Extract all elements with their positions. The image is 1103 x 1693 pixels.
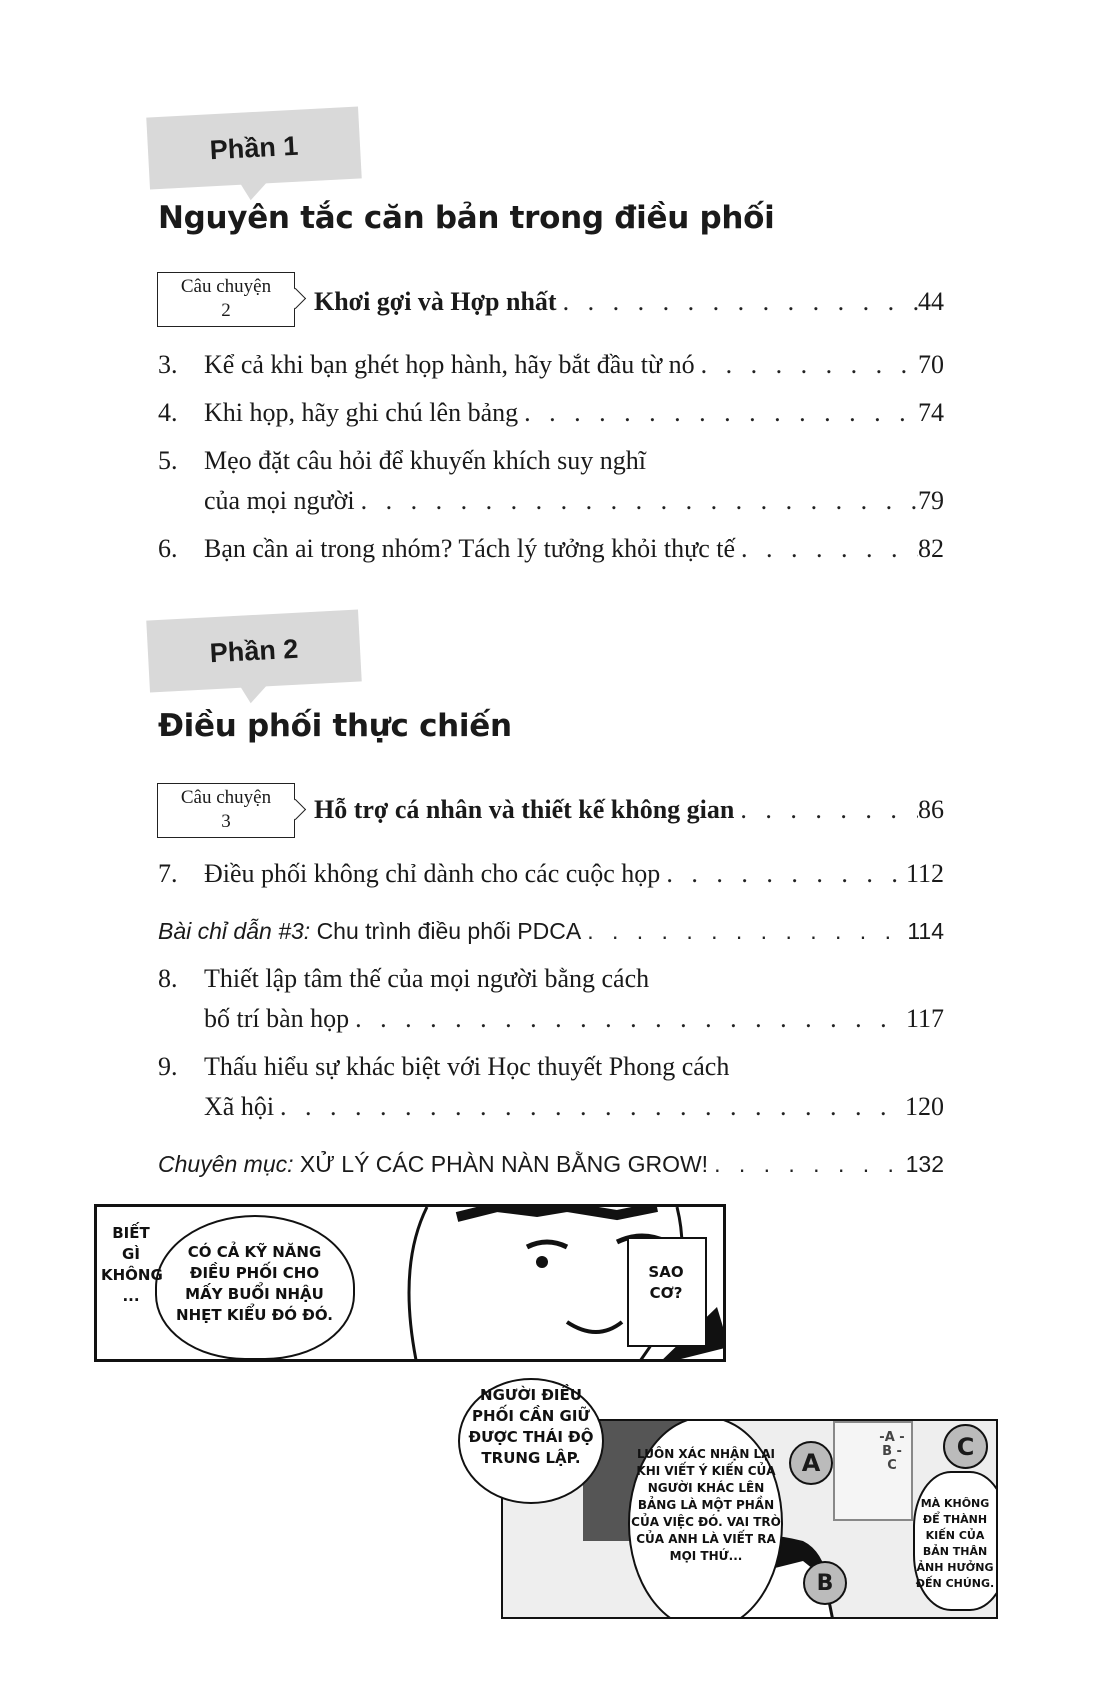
toc-title: Thiết lập tâm thế của mọi người bằng cách [204,964,650,993]
toc-page: 114 [907,918,944,944]
story-label: Câu chuyện [180,787,272,808]
toc-entry-line1 [158,1052,944,1082]
whiteboard-text: -A -B -C [879,1430,905,1473]
toc-page: 82 [918,534,944,563]
leader-dots [518,398,918,428]
toc-page: 112 [905,859,944,888]
story-number: 2 [221,300,231,321]
speech-bubble: NGƯỜI ĐIỀU PHỐI CẦN GIỮ ĐƯỢC THÁI ĐỘ TRUNG LẬP. [468,1386,594,1467]
toc-number: 3. [158,350,178,379]
speech-bubble: LUÔN XÁC NHẬN LẠI KHI VIẾT Ý KIẾN CỦA NGƯỜI KHÁC LÊN BẢNG LÀ MỘT PHẦN CỦA VIỆC ĐÓ. VAI TRÒ CỦA ANH LÀ VIẾT RA MỌI THỨ... [631,1447,781,1563]
toc-page: 74 [918,398,944,427]
toc-title: Khi họp, hãy ghi chú lên bảng [204,398,519,427]
toc-entry [158,1092,944,1122]
part-2-tab [146,610,361,693]
toc-title: của mọi người [204,486,355,515]
story-number: 3 [221,811,231,832]
toc-number: 5. [158,446,178,475]
leader-dots [355,486,918,516]
part-1-title: Nguyên tắc căn bản trong điều phối [158,200,775,236]
toc-entry-line1 [158,964,944,994]
toc-page: 86 [918,795,944,824]
toc-title: Khơi gợi và Hợp nhất [314,287,557,316]
toc-title: Thấu hiểu sự khác biệt với Học thuyết Phong cách [204,1052,730,1081]
toc-number: 9. [158,1052,178,1081]
story-label-box [157,783,295,838]
toc-entry [158,350,944,380]
toc-column [158,1151,944,1178]
leader-dots [349,1004,906,1034]
toc-page: 120 [905,1092,944,1121]
speech-bubble: BIẾT GÌ KHÔNG ... [101,1224,163,1305]
story-label-box [157,272,295,327]
toc-page: 79 [918,486,944,515]
leader-dots [660,859,906,889]
leader-dots [557,287,918,317]
toc-entry [158,486,944,516]
toc-title: XỬ LÝ CÁC PHÀN NÀN BẰNG GROW! [299,1151,709,1177]
speech-bubble: SAO CƠ? [648,1263,684,1302]
head-b: B [803,1561,847,1605]
leader-dots [581,918,907,945]
toc-title: Kể cả khi bạn ghét họp hành, hãy bắt đầu từ nó [204,350,695,379]
toc-entry [158,534,944,564]
leader-dots [695,350,918,380]
part-label: Phần 1 [208,130,299,165]
leader-dots [735,534,918,564]
speech-bubble: MÀ KHÔNG ĐỂ THÀNH KIẾN CỦA BẢN THÂN ẢNH HƯỞNG ĐẾN CHÚNG. [915,1497,995,1590]
toc-entry [158,1004,944,1034]
toc-guide [158,918,944,945]
toc-title: Mẹo đặt câu hỏi để khuyến khích suy nghĩ [204,446,646,475]
toc-entry-line1 [158,446,944,476]
toc-title: Chu trình điều phối PDCA [316,918,582,944]
toc-title: Hỗ trợ cá nhân và thiết kế không gian [314,795,735,824]
column-prefix: Chuyên mục: [158,1151,294,1177]
toc-title: bố trí bàn họp [204,1004,350,1033]
speech-bubble: CÓ CẢ KỸ NĂNG ĐIỀU PHỐI CHO MẤY BUỔI NHẬU NHẸT KIỂU ĐÓ ĐÓ. [176,1243,333,1324]
story-label: Câu chuyện [180,276,272,297]
part-2-title: Điều phối thực chiến [158,708,512,744]
leader-dots [734,795,918,825]
toc-page: 70 [918,350,944,379]
toc-title: Điều phối không chỉ dành cho các cuộc họp [204,859,661,888]
guide-prefix: Bài chỉ dẫn #3: [158,918,311,944]
toc-number: 8. [158,964,178,993]
toc-page: 132 [905,1151,944,1177]
toc-page: 44 [918,287,944,316]
toc-page: 117 [905,1004,944,1033]
toc-title: Xã hội [204,1092,275,1121]
toc-number: 4. [158,398,178,427]
toc-entry [158,859,944,889]
head-a: A [789,1441,833,1485]
leader-dots [274,1092,905,1122]
head-c: C [943,1424,988,1469]
part-label: Phần 2 [208,633,299,668]
comic-panel-1 [94,1204,726,1362]
toc-number: 6. [158,534,178,563]
toc-number: 7. [158,859,178,888]
leader-dots [708,1151,906,1178]
part-1-tab [146,107,361,190]
toc-entry [158,398,944,428]
toc-title: Bạn cần ai trong nhóm? Tách lý tưởng khỏi thực tế [204,534,735,563]
